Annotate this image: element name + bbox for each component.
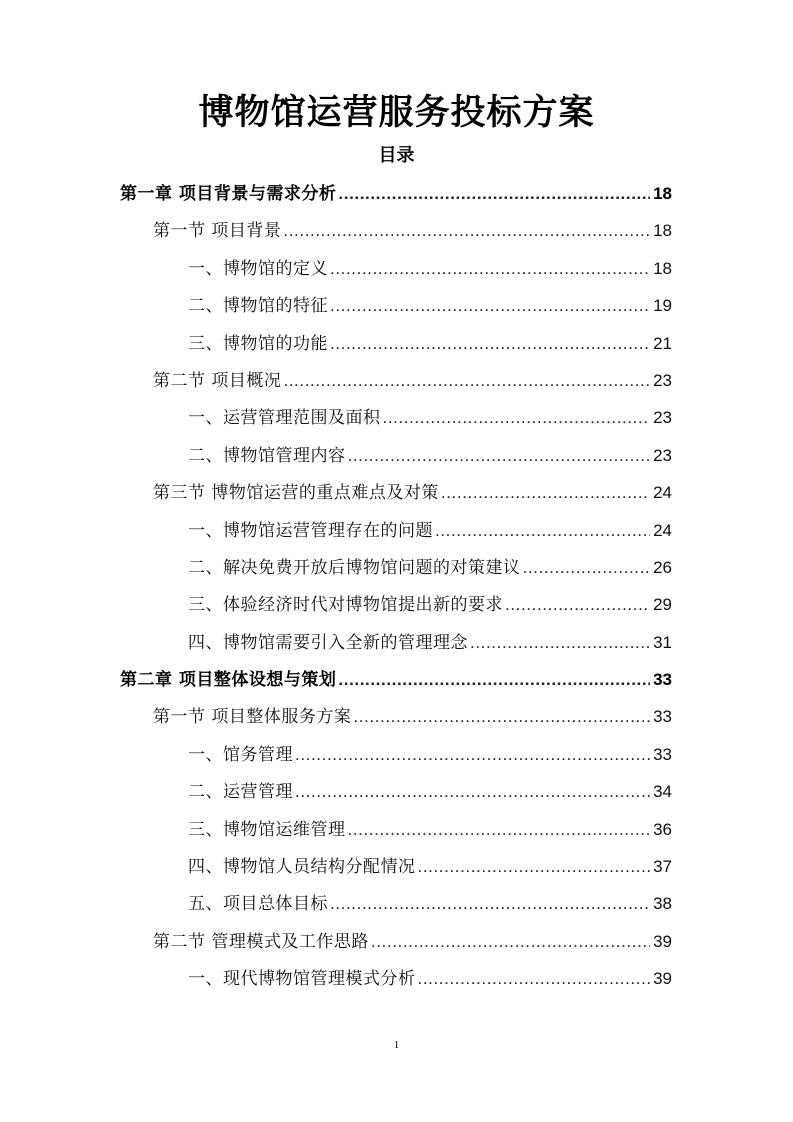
toc-entry-section[interactable] <box>120 474 672 511</box>
toc-entry-page: 18 <box>653 258 672 278</box>
toc-entry-page: 23 <box>653 408 672 428</box>
toc-entry-label: 第一节 项目背景 <box>153 221 282 242</box>
toc-entry-label: 第一章 项目背景与需求分析 <box>120 184 337 204</box>
document-title: 博物馆运营服务投标方案 <box>198 92 595 133</box>
dot-leader <box>338 661 650 698</box>
dot-leader <box>338 175 650 212</box>
toc-entry-subsection[interactable] <box>120 736 672 773</box>
dot-leader <box>295 773 650 810</box>
toc-entry-subsection[interactable] <box>120 586 672 623</box>
toc-entry-page: 29 <box>653 595 672 615</box>
toc-entry-page: 18 <box>653 184 672 203</box>
toc-entry-subsection[interactable] <box>120 287 672 324</box>
dot-leader <box>330 250 650 287</box>
toc-entry-label: 四、博物馆需要引入全新的管理理念 <box>188 632 468 653</box>
dot-leader <box>523 549 651 586</box>
toc-entry-subsection[interactable] <box>120 325 672 362</box>
dot-leader <box>418 848 651 885</box>
toc-entry-section[interactable] <box>120 362 672 399</box>
toc-entry-subsection[interactable] <box>120 624 672 661</box>
toc-entry-page: 18 <box>653 221 672 241</box>
dot-leader <box>441 474 650 511</box>
dot-leader <box>505 586 650 623</box>
toc-entry-chapter-2[interactable] <box>120 661 672 698</box>
toc-entry-label: 一、现代博物馆管理模式分析 <box>188 969 416 990</box>
toc-entry-section[interactable] <box>120 923 672 960</box>
toc-entry-page: 33 <box>653 744 672 764</box>
toc-entry-subsection[interactable] <box>120 437 672 474</box>
toc-entry-subsection[interactable] <box>120 549 672 586</box>
toc-entry-page: 38 <box>653 894 672 914</box>
toc-entry-label: 第一节 项目整体服务方案 <box>153 707 352 728</box>
dot-leader <box>348 437 651 474</box>
toc-entry-subsection[interactable] <box>120 250 672 287</box>
toc-entry-subsection[interactable] <box>120 811 672 848</box>
toc-entry-page: 31 <box>653 632 672 652</box>
dot-leader <box>283 212 650 249</box>
toc-entry-chapter-1[interactable] <box>120 175 672 212</box>
toc-entry-label: 三、体验经济时代对博物馆提出新的要求 <box>188 595 503 616</box>
toc-entry-label: 一、博物馆运营管理存在的问题 <box>188 520 433 541</box>
dot-leader <box>383 399 651 436</box>
toc-entry-page: 19 <box>653 296 672 316</box>
dot-leader <box>330 325 650 362</box>
page-number: 1 <box>393 1039 400 1051</box>
toc-entry-label: 一、博物馆的定义 <box>188 258 328 279</box>
toc-entry-page: 24 <box>653 520 672 540</box>
dot-leader <box>283 362 650 399</box>
toc-entry-page: 39 <box>653 931 672 951</box>
toc-entry-label: 五、项目总体目标 <box>188 894 328 915</box>
toc-entry-label: 二、解决免费开放后博物馆问题的对策建议 <box>188 557 521 578</box>
toc-entry-subsection[interactable] <box>120 885 672 922</box>
toc-entry-label: 第三节 博物馆运营的重点难点及对策 <box>153 483 439 504</box>
toc-entry-page: 39 <box>653 969 672 989</box>
toc-entry-subsection[interactable] <box>120 960 672 997</box>
toc-entry-label: 一、馆务管理 <box>188 744 293 765</box>
toc-entry-label: 二、运营管理 <box>188 782 293 803</box>
dot-leader <box>330 885 650 922</box>
toc-entry-page: 26 <box>653 557 672 577</box>
toc-entry-subsection[interactable] <box>120 848 672 885</box>
dot-leader <box>418 960 651 997</box>
toc-entry-label: 四、博物馆人员结构分配情况 <box>188 857 416 878</box>
toc-entry-label: 二、博物馆管理内容 <box>188 445 346 466</box>
toc-entry-label: 三、博物馆运维管理 <box>188 819 346 840</box>
dot-leader <box>348 811 651 848</box>
toc-entry-label: 第二章 项目整体设想与策划 <box>120 670 337 691</box>
toc-entry-label: 三、博物馆的功能 <box>188 333 328 354</box>
table-of-contents <box>120 175 672 998</box>
toc-entry-section[interactable] <box>120 212 672 249</box>
toc-entry-page: 37 <box>653 857 672 877</box>
toc-entry-page: 33 <box>653 670 672 690</box>
dot-leader <box>353 698 650 735</box>
toc-entry-page: 23 <box>653 370 672 390</box>
toc-entry-page: 33 <box>653 707 672 727</box>
toc-entry-page: 34 <box>653 782 672 802</box>
toc-entry-label: 第二节 管理模式及工作思路 <box>153 931 369 952</box>
toc-entry-subsection[interactable] <box>120 399 672 436</box>
dot-leader <box>330 287 650 324</box>
dot-leader <box>470 624 650 661</box>
dot-leader <box>435 512 650 549</box>
toc-entry-page: 21 <box>653 333 672 353</box>
dot-leader <box>295 736 650 773</box>
toc-entry-subsection[interactable] <box>120 773 672 810</box>
toc-entry-subsection[interactable] <box>120 512 672 549</box>
toc-entry-page: 24 <box>653 483 672 503</box>
toc-entry-label: 一、运营管理范围及面积 <box>188 408 381 429</box>
toc-entry-label: 第二节 项目概况 <box>153 370 282 391</box>
toc-entry-page: 23 <box>653 445 672 465</box>
toc-entry-label: 二、博物馆的特征 <box>188 296 328 317</box>
toc-entry-page: 36 <box>653 819 672 839</box>
dot-leader <box>371 923 650 960</box>
toc-heading: 目录 <box>378 145 415 166</box>
toc-entry-section[interactable] <box>120 698 672 735</box>
